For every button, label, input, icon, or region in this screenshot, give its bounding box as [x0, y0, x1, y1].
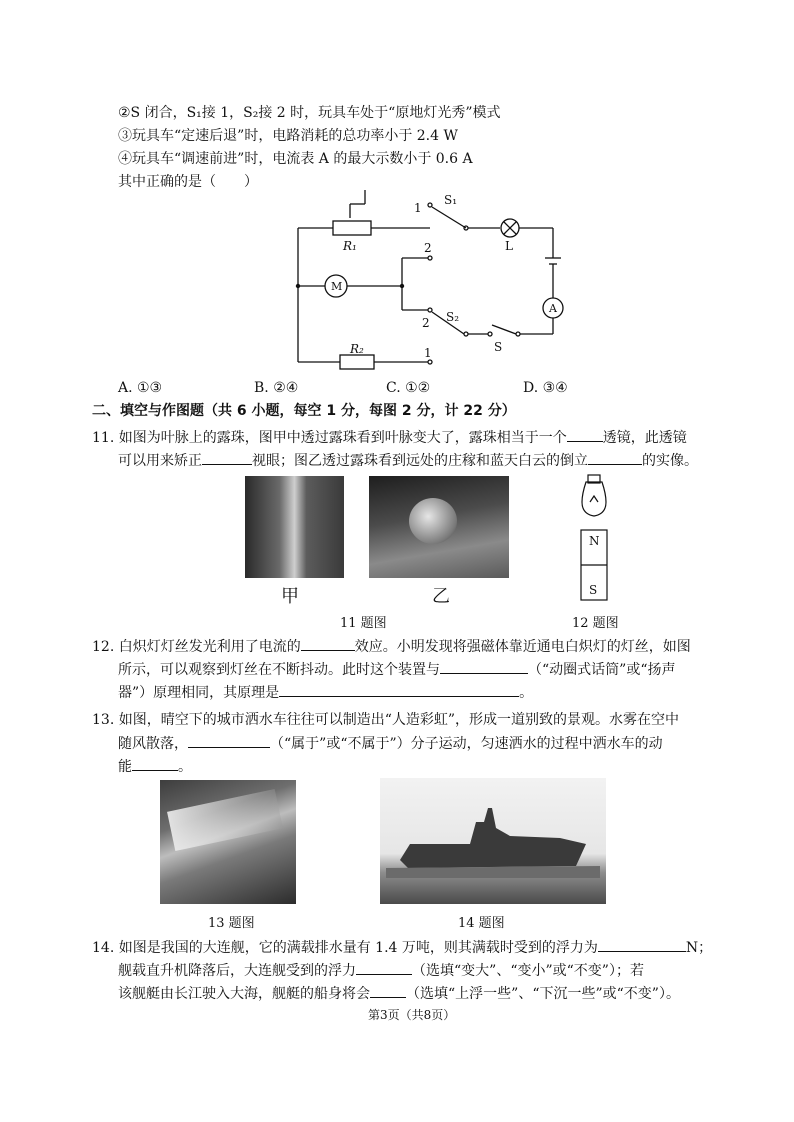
q14-blank-1[interactable]	[598, 937, 686, 952]
question-prompt: 其中正确的是（ ）	[118, 174, 258, 190]
caption-fig12: 12 题图	[572, 616, 619, 631]
label-lamp: L	[505, 239, 513, 253]
q12-blank-3[interactable]	[279, 682, 519, 697]
q13-line3: 能 。	[118, 756, 192, 777]
q11-line1: 11. 如图为叶脉上的露珠，图甲中透过露珠看到叶脉变大了，露珠相当于一个 透镜，此透镜	[92, 427, 687, 448]
q14-line2: 舰载直升机降落后，大连舰受到的浮力 （选填“变大”、“变小”或“不变”）；若	[118, 960, 644, 981]
q12-blank-1[interactable]	[301, 636, 355, 651]
statement-4: ④玩具车“调速前进”时，电流表 A 的最大示数小于 0.6 A	[118, 151, 473, 167]
label-r2: R₂	[350, 342, 364, 356]
magnet-n-label: N	[589, 534, 600, 548]
statement-3: ③玩具车“定速后退”时，电路消耗的总功率小于 2.4 W	[118, 128, 458, 144]
q12-blank-2[interactable]	[440, 659, 528, 674]
dewdrop-photo	[369, 476, 509, 578]
option-a: A. ①③	[118, 380, 163, 396]
q13-blank-1[interactable]	[188, 733, 270, 748]
sprinkler-truck-photo	[160, 780, 296, 904]
q14-line3: 该舰艇由长江驶入大海，舰艇的船身将会 （选填“上浮一些”、“下沉一些”或“不变”）。	[118, 983, 680, 1004]
label-ammeter: A	[549, 302, 557, 315]
q11-line2: 可以用来矫正 视眼；图乙透过露珠看到远处的庄稼和蓝天白云的倒立 的实像。	[118, 450, 698, 471]
label-2-bottom: 2	[422, 316, 430, 330]
label-jia: 甲	[281, 586, 299, 607]
q13-line1: 13. 如图，晴空下的城市洒水车往往可以制造出“人造彩虹”，形成一道别致的景观。水雾在空中	[92, 712, 680, 728]
filament	[590, 496, 598, 502]
label-s2: S₂	[446, 310, 460, 324]
q12-line3: 器”）原理相同，其原理是 。	[118, 682, 533, 703]
q11-blank-2[interactable]	[202, 450, 252, 465]
circuit-diagram	[0, 0, 794, 400]
destroyer-photo	[380, 778, 606, 904]
label-1-top: 1	[414, 201, 422, 215]
q13-line2: 随风散落， （“属于”或“不属于”）分子运动，匀速洒水的过程中洒水车的动	[118, 733, 663, 754]
q13-blank-2[interactable]	[132, 756, 178, 771]
label-s1: S₁	[444, 193, 458, 207]
statement-2: ②S 闭合，S₁接 1，S₂接 2 时，玩具车处于“原地灯光秀”模式	[118, 105, 501, 121]
label-yi: 乙	[432, 586, 450, 607]
option-d: D. ③④	[523, 380, 568, 396]
label-s: S	[494, 340, 503, 354]
caption-fig11: 11 题图	[340, 616, 387, 631]
q11-blank-1[interactable]	[567, 427, 603, 442]
q14-blank-3[interactable]	[370, 983, 406, 998]
q11-blank-3[interactable]	[588, 450, 642, 465]
caption-fig13: 13 题图	[208, 916, 255, 931]
section-title: 二、填空与作图题（共 6 小题，每空 1 分，每图 2 分，计 22 分）	[92, 403, 516, 419]
label-2-top: 2	[424, 241, 432, 255]
caption-fig14: 14 题图	[458, 916, 505, 931]
q12-line2: 所示，可以观察到灯丝在不断抖动。此时这个装置与 （“动圈式话筒”或“扬声	[118, 659, 675, 680]
option-c: C. ①②	[386, 380, 431, 396]
label-r1: R₁	[343, 239, 357, 253]
resistor-r1	[333, 221, 371, 235]
option-b: B. ②④	[254, 380, 299, 396]
bulb-glass	[582, 482, 606, 516]
magnet-s-label: S	[589, 583, 598, 597]
leaf-vein-photo	[245, 476, 344, 578]
page-footer: 第3页（共8页）	[368, 1008, 456, 1022]
q14-blank-2[interactable]	[356, 960, 412, 975]
label-1-bottom: 1	[424, 346, 432, 360]
q14-line1: 14. 如图是我国的大连舰，它的满载排水量有 1.4 万吨，则其满载时受到的浮力为 N；	[92, 937, 712, 958]
label-motor: M	[331, 280, 343, 293]
q12-line1: 12. 白炽灯灯丝发光利用了电流的 效应。小明发现将强磁体靠近通电白炽灯的灯丝，如图	[92, 636, 691, 657]
